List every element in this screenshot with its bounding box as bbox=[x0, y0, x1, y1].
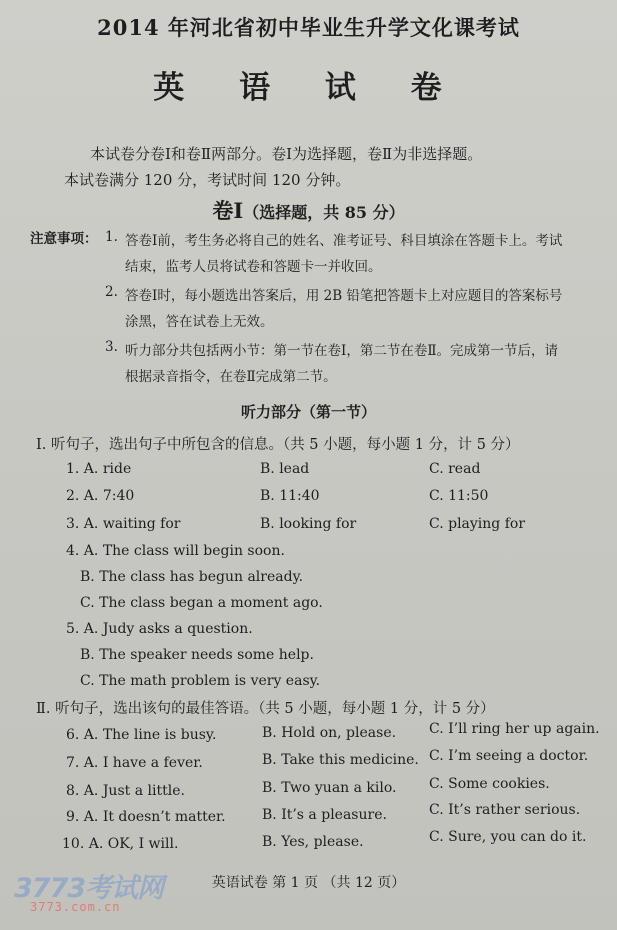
note-3-line-2: 根据录音指令，在卷Ⅱ完成第二节。 bbox=[125, 369, 337, 385]
watermark-url: 3773.com.cn bbox=[30, 900, 121, 914]
q3-option-b: B. looking for bbox=[260, 516, 357, 532]
page-footer: 英语试卷 第 1 页 （共 12 页） bbox=[211, 875, 406, 891]
q5-option-c: C. The math problem is very easy. bbox=[80, 673, 321, 689]
q6-option-c: C. I’ll ring her up again. bbox=[429, 721, 600, 737]
part-1-title: 卷Ⅰ bbox=[212, 198, 244, 223]
q9-option-c: C. It’s rather serious. bbox=[429, 802, 581, 818]
q4-option-c: C. The class began a moment ago. bbox=[80, 595, 323, 611]
q10-option-b: B. Yes, please. bbox=[262, 834, 364, 850]
q7-option-a: 7. A. I have a fever. bbox=[66, 755, 203, 771]
note-1-line-2: 结束，监考人员将试卷和答题卡一并收回。 bbox=[125, 259, 382, 275]
q7-option-c: C. I’m seeing a doctor. bbox=[429, 748, 589, 764]
note-3-line-1: 听力部分共包括两小节：第一节在卷Ⅰ，第二节在卷Ⅱ。完成第一节后，请 bbox=[125, 343, 559, 359]
q2-option-b: B. 11:40 bbox=[260, 488, 320, 504]
q2-option-c: C. 11:50 bbox=[429, 488, 489, 504]
q1-option-c: C. read bbox=[429, 461, 481, 477]
q9-option-b: B. It’s a pleasure. bbox=[262, 807, 387, 823]
q10-option-c: C. Sure, you can do it. bbox=[429, 829, 587, 845]
subject-title: 英 语 试 卷 bbox=[153, 70, 464, 106]
notes-label: 注意事项： bbox=[30, 231, 98, 247]
q1-option-b: B. lead bbox=[260, 461, 310, 477]
q6-option-a: 6. A. The line is busy. bbox=[66, 727, 217, 743]
note-2-line-2: 涂黑，答在试卷上无效。 bbox=[125, 314, 274, 330]
section-1-header: Ⅰ. 听句子，选出句子中所包含的信息。（共 5 小题，每小题 1 分，计 5 分） bbox=[36, 437, 520, 453]
q4-option-b: B. The class has begun already. bbox=[80, 569, 304, 585]
note-2-line-1: 答卷Ⅰ时，每小题选出答案后，用 2B 铅笔把答题卡上对应题目的答案标号 bbox=[125, 288, 563, 304]
q4-option-a: 4. A. The class will begin soon. bbox=[66, 543, 285, 559]
q5-option-a: 5. A. Judy asks a question. bbox=[66, 621, 253, 637]
part-1-heading bbox=[0, 195, 617, 225]
section-2-header: Ⅱ. 听句子，选出该句的最佳答语。（共 5 小题，每小题 1 分，计 5 分） bbox=[36, 701, 495, 717]
q1-option-a: 1. A. ride bbox=[66, 461, 132, 477]
q3-option-a: 3. A. waiting for bbox=[66, 516, 181, 532]
q6-option-b: B. Hold on, please. bbox=[262, 725, 397, 741]
note-1-line-1: 答卷Ⅰ前，考生务必将自己的姓名、准考证号、科目填涂在答题卡上。考试 bbox=[125, 233, 563, 249]
q8-option-a: 8. A. Just a little. bbox=[66, 783, 185, 799]
intro-line-2: 本试卷满分 120 分，考试时间 120 分钟。 bbox=[64, 171, 351, 189]
note-3-number: 3. bbox=[105, 339, 118, 355]
q2-option-a: 2. A. 7:40 bbox=[66, 488, 135, 504]
intro-line-1: 本试卷分卷Ⅰ和卷Ⅱ两部分。卷Ⅰ为选择题，卷Ⅱ为非选择题。 bbox=[90, 145, 483, 163]
q3-option-c: C. playing for bbox=[429, 516, 526, 532]
q8-option-c: C. Some cookies. bbox=[429, 776, 550, 792]
listening-heading: 听力部分（第一节） bbox=[240, 403, 376, 421]
q8-option-b: B. Two yuan a kilo. bbox=[262, 780, 397, 796]
q5-option-b: B. The speaker needs some help. bbox=[80, 647, 314, 663]
note-1-number: 1. bbox=[105, 229, 118, 245]
note-2-number: 2. bbox=[105, 284, 118, 300]
watermark-logo: 3773考试网 bbox=[14, 873, 164, 904]
q9-option-a: 9. A. It doesn’t matter. bbox=[66, 809, 226, 825]
q7-option-b: B. Take this medicine. bbox=[262, 752, 419, 768]
exam-title: 2014 年河北省初中毕业生升学文化课考试 bbox=[97, 15, 520, 40]
part-1-subtitle: （选择题，共 85 分） bbox=[243, 203, 405, 222]
q10-option-a: 10. A. OK, I will. bbox=[62, 836, 179, 852]
